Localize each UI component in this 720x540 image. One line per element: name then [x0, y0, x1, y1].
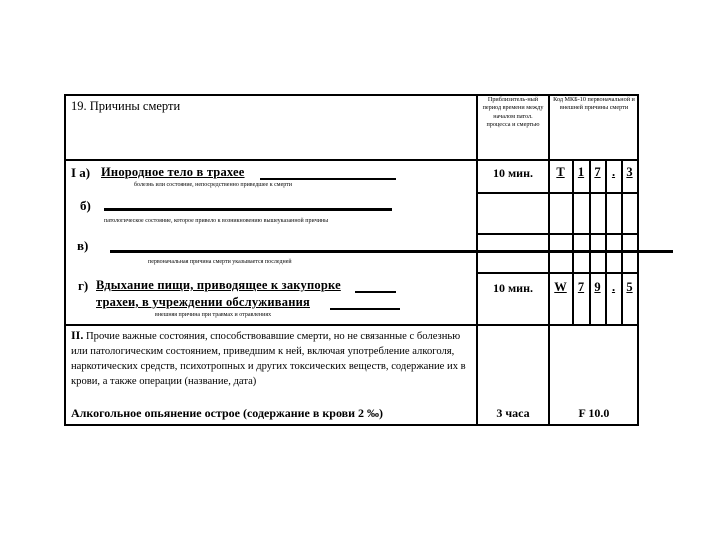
code-cell-divider: [605, 159, 607, 325]
part2-code[interactable]: F 10.0: [578, 406, 610, 420]
row-v-label: в): [77, 238, 89, 253]
part2-description: Прочие важные состояния, способствовавшие смерти, но не связанные с болезнью или патологическим состоянием, приведшим к ней, включая употребление алкоголя, наркотических средств, психотропных и других токсических веществ, содержание их в крови, а также операции (название, дата): [71, 331, 466, 387]
part2-text: [71, 328, 471, 389]
row-a-code-1[interactable]: T: [556, 165, 565, 179]
part2-value[interactable]: Алкогольное опьянение острое (содержание в крови 2 ‰): [71, 406, 384, 420]
row-a-label: I а): [71, 165, 91, 180]
row-a-code-3[interactable]: 7: [594, 165, 601, 179]
row-a-code-5[interactable]: 3: [626, 165, 633, 179]
row-g-fill-line-2: [330, 308, 400, 310]
code-cell-divider: [572, 159, 574, 325]
row-divider: [476, 233, 639, 235]
row-b-label: б): [80, 198, 91, 213]
row-a-code-2[interactable]: 1: [577, 165, 585, 179]
row-g-code-1[interactable]: W: [554, 280, 567, 294]
part2-label: II.: [71, 328, 84, 342]
row-v-fill-line: [110, 250, 673, 253]
code-cell-divider: [621, 159, 623, 325]
row-g-code-2[interactable]: 7: [577, 280, 585, 294]
row-g-value-line1[interactable]: Вдыхание пищи, приводящее к закупорке: [96, 278, 341, 292]
row-b-fill-line[interactable]: [104, 208, 392, 211]
row-g-code-4[interactable]: .: [611, 280, 616, 294]
divider-left-panel: [476, 94, 478, 425]
row-a-value[interactable]: Инородное тело в трахее: [101, 165, 245, 179]
divider-period: [548, 94, 550, 425]
row-a-hint: болезнь или состояние, непосредственно приведшее к смерти: [134, 182, 292, 188]
row-g-fill-line-1: [355, 291, 396, 293]
row-g-code-5[interactable]: 5: [626, 280, 633, 294]
part2-period[interactable]: 3 часа: [496, 406, 530, 420]
code-cell-divider: [589, 159, 591, 325]
table-border-bottom: [64, 424, 639, 426]
row-divider: [476, 272, 639, 274]
section2-divider: [64, 324, 639, 326]
table-border-left: [64, 94, 66, 425]
row-a-period[interactable]: 10 мин.: [492, 166, 533, 180]
section-title: 19. Причины смерти: [71, 99, 181, 113]
row-divider: [476, 192, 639, 194]
row-a-code-4[interactable]: .: [611, 165, 616, 179]
row-v-hint: первоначальная причина смерти указывается последней: [148, 259, 292, 265]
code-column-header: Код МКБ-10 первоначальной и внешней причины смерти: [553, 96, 635, 112]
row-b-hint: патологическое состояние, которое привело к возникновению вышеуказанной причины: [104, 218, 329, 224]
row-g-value-line2[interactable]: трахеи, в учреждении обслуживания: [96, 295, 310, 309]
header-divider: [64, 159, 639, 161]
row-g-period[interactable]: 10 мин.: [492, 281, 533, 295]
period-column-header: Приблизитель-ный период времени между началом патол. процесса и смертью: [482, 96, 544, 128]
table-border-right: [637, 94, 639, 425]
row-a-fill-line: [260, 178, 396, 180]
row-g-hint: внешняя причина при травмах и отравлениях: [155, 312, 272, 318]
row-g-code-3[interactable]: 9: [594, 280, 601, 294]
row-g-label: г): [78, 278, 89, 293]
